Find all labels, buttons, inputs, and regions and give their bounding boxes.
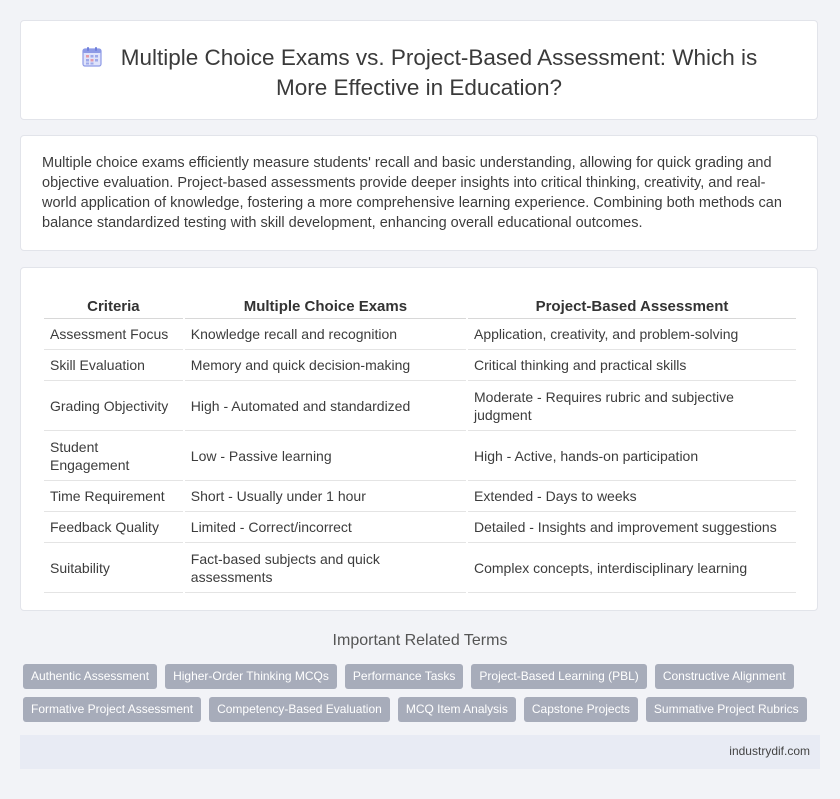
related-term-tag[interactable]: Capstone Projects: [524, 697, 638, 722]
related-term-tag[interactable]: Performance Tasks: [345, 664, 464, 689]
related-term-tag[interactable]: Formative Project Assessment: [23, 697, 201, 722]
related-term-tag[interactable]: Competency-Based Evaluation: [209, 697, 390, 722]
pba-cell: Complex concepts, interdisciplinary learning: [468, 543, 796, 593]
footer-bar: [20, 735, 820, 769]
mcq-cell: Fact-based subjects and quick assessments: [185, 543, 466, 593]
title-card: [20, 20, 818, 120]
criteria-cell: Assessment Focus: [44, 319, 183, 350]
intro-card: [20, 135, 818, 251]
mcq-cell: Knowledge recall and recognition: [185, 319, 466, 350]
table-row: [44, 512, 796, 543]
pba-cell: Moderate - Requires rubric and subjective judgment: [468, 381, 796, 431]
criteria-cell: Suitability: [44, 543, 183, 593]
table-row: [44, 481, 796, 512]
related-term-tag[interactable]: MCQ Item Analysis: [398, 697, 516, 722]
mcq-cell: Limited - Correct/incorrect: [185, 512, 466, 543]
related-term-tag[interactable]: Summative Project Rubrics: [646, 697, 807, 722]
footer-site-link[interactable]: industrydif.com: [729, 744, 810, 758]
page-title-wrap: [61, 43, 777, 103]
table-header-row: [44, 294, 796, 319]
table-row: [44, 319, 796, 350]
pba-cell: Application, creativity, and problem-solving: [468, 319, 796, 350]
mcq-cell: Short - Usually under 1 hour: [185, 481, 466, 512]
intro-paragraph: Multiple choice exams efficiently measure students' recall and basic understanding, allowing for quick grading and objective evaluation. Project-based assessments provide deeper insights into critical thinking, creativity, and real-world application of knowledge, fostering a more comprehensive learning experience. Combining both methods can balance standardized testing with skill development, enhancing overall educational outcomes.: [42, 155, 782, 231]
related-term-tag[interactable]: Constructive Alignment: [655, 664, 794, 689]
pba-cell: Extended - Days to weeks: [468, 481, 796, 512]
table-row: [44, 543, 796, 593]
table-row: [44, 431, 796, 481]
table-row: [44, 350, 796, 381]
pba-cell: High - Active, hands-on participation: [468, 431, 796, 481]
comparison-card: [20, 267, 818, 611]
pba-cell: Critical thinking and practical skills: [468, 350, 796, 381]
related-term-tag[interactable]: Project-Based Learning (PBL): [471, 664, 646, 689]
criteria-cell: Grading Objectivity: [44, 381, 183, 431]
related-term-tag[interactable]: Higher-Order Thinking MCQs: [165, 664, 337, 689]
criteria-cell: Student Engagement: [44, 431, 183, 481]
header-project-based: Project-Based Assessment: [468, 294, 796, 319]
calendar-grid-icon: [81, 46, 103, 68]
criteria-cell: Skill Evaluation: [44, 350, 183, 381]
pba-cell: Detailed - Insights and improvement suggestions: [468, 512, 796, 543]
table-row: [44, 381, 796, 431]
criteria-cell: Time Requirement: [44, 481, 183, 512]
header-multiple-choice: Multiple Choice Exams: [185, 294, 466, 319]
criteria-cell: Feedback Quality: [44, 512, 183, 543]
related-term-tag[interactable]: Authentic Assessment: [23, 664, 157, 689]
comparison-table: [42, 294, 798, 593]
mcq-cell: High - Automated and standardized: [185, 381, 466, 431]
header-criteria: Criteria: [44, 294, 183, 319]
related-terms-list: [23, 664, 813, 722]
page-title: Multiple Choice Exams vs. Project-Based Assessment: Which is More Effective in Education?: [120, 45, 758, 100]
mcq-cell: Memory and quick decision-making: [185, 350, 466, 381]
mcq-cell: Low - Passive learning: [185, 431, 466, 481]
related-terms-heading: Important Related Terms: [332, 632, 508, 649]
